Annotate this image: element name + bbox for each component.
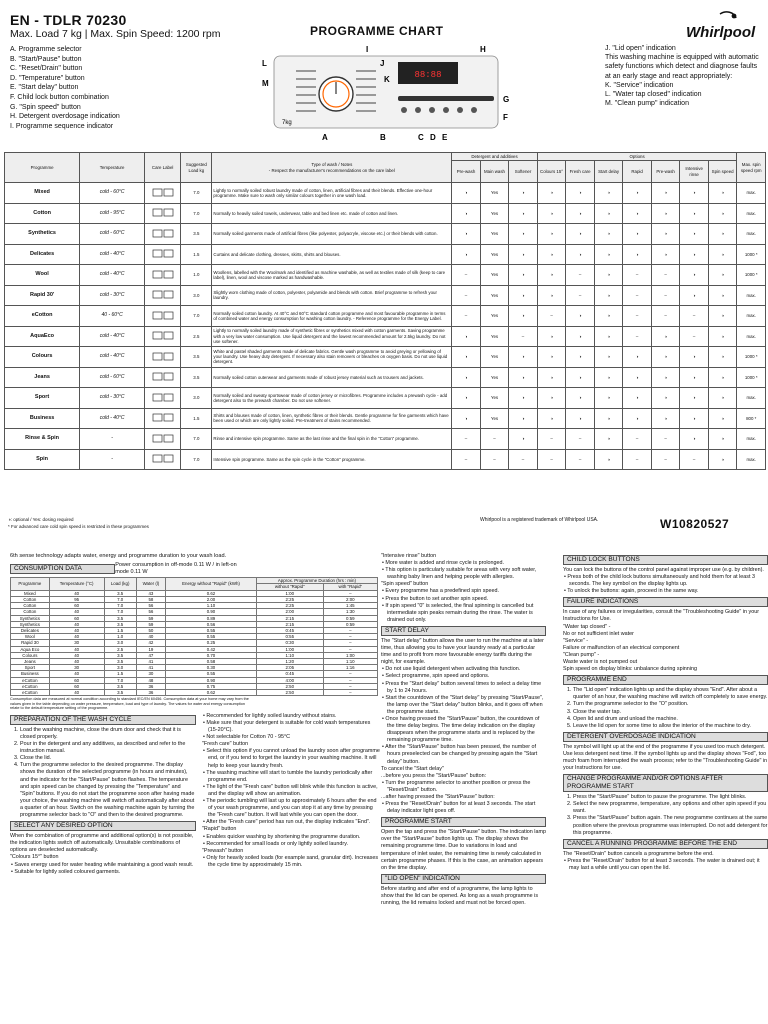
power-note: Power consumption in off-mode 0.11 W / in left-on mode 0.11 W [115,562,237,576]
programme-row: Sport cold - 30°C 3.0 Normally soiled and sweaty sportswear made of cotton jersey or microfibres. Programme includes a prewash cycle - add detergent also to the prewash chamber. Do not use softener. ◑ Yes ◑ ◑ ◑ ◑ ◑ ◑ ◑ ◑ max. [5,388,766,409]
svg-text:F: F [503,113,508,122]
legend-item: F. Child lock button combination [10,93,109,101]
consumption-row: Rapid 30 30 3.0 42 0.25 0:30 – [11,640,378,646]
legend-item: A. Programme selector [10,46,82,53]
care-label-icon [152,454,174,463]
overdosage-title: DETERGENT OVERDOSAGE INDICATION [563,732,768,742]
legend-item: G. "Spin speed" button [10,103,81,111]
programme-row: Spin - 7.0 Intensive spin programme. Same as the spin cycle in the "Cotton" programme. – – – – – ◑ – – – ◑ max. [5,449,766,470]
care-label-icon [152,352,174,361]
care-label-icon [152,229,174,238]
trademark-note: Whirlpool is a registered trademark of Whirlpool USA. [480,517,599,523]
indication-legend: J. "Lid open" indication This washing machine is equipped with automatic safety functions which detect and diagnose faults at an early stage and react appropriately: K. "Service" indication L. "Water tap closed" indication M. "Clean pump" indication [605,45,759,108]
display-digits: 88:88 [414,70,442,80]
programme-row: Delicates cold - 40°C 1.5 Curtains and delicate clothing, dresses, skirts, shirts and blouses. ◑ Yes ◑ ◑ ◑ ◑ ◑ ◑ ◑ ◑ 1000 * [5,244,766,265]
programme-table: Programme Temperature Care Label Suggested Load kg Type of wash / Notes - Respect the manufacturer's recommendations on the care label Detergent and additives Options Max. spin speed rpm Pre-wash Main wash Softener Colours 15° Fresh care Start delay Rapid Pre-wash Intensive rinse Spin speed Mixed cold - 60°C 7.0 Lightly to normally soiled robust laundry made of cotton, linen, artificial fibres and their blends. Effective one-hour programme. Make sure to wash only similar colours together in one wash load. ◑ Yes ◑ ◑ ◑ ◑ ◑ ◑ ◑ ◑ max. Cotton cold - 95°C 7.0 Normally to heavily soiled towels, underwear, table and bed linen etc. made of cotton and linen. ◑ Yes ◑ ◑ ◑ ◑ ◑ ◑ ◑ ◑ max. Synthetics cold - 60°C 3.5 Normally soiled garments made of artificial fibres (like polyester, polyacryle, viscose etc.) or their blends with cotton. ◑ Yes ◑ ◑ ◑ ◑ ◑ ◑ ◑ ◑ max. Delicates cold - 40°C 1.5 Curtains and delicate clothing, dresses, skirts, shirts and blouses. ◑ Yes ◑ ◑ ◑ ◑ ◑ ◑ ◑ ◑ 1000 * Wool cold - 40°C 1.0 Woollens, labelled with the Woolmark and identified as machine washable, as well as textiles made of silk (keep to care label), linen, wool and viscose marked as handwashable. – Yes ◑ ◑ – ◑ – – ◑ ◑ 1000 * Rapid 30' cold - 30°C 3.0 Slightly worn clothing made of cotton, polyester, polyamide and blends with cotton. Brief programme to refresh your laundry. – Yes ◑ ◑ – ◑ – – ◑ ◑ max. eCotton 40 - 60°C 7.0 Normally soiled cotton laundry. At 40°C and 60°C standard cotton programme and most favourable programme in terms of combined water and energy consumption for washing cotton laundry. - Reference programme for the Energy Label. – Yes ◑ – ◑ ◑ – – – ◑ max. AquaEco cold - 40°C 2.5 Lightly to normally soiled laundry made of synthetic fibres or synthetics mixed with cotton garments. Saving programme with a very low water consumption. Use liquid detergent and the lowest recommended amount for 2.5kg laundry. Do not use softener. ◑ Yes – ◑ ◑ ◑ – ◑ – ◑ max. Colours cold - 40°C 3.5 White and pastel shaded garments made of delicate fabrics. Gentle wash programme to avoid greying or yellowing of your laundry. Use heavy duty detergent. If necessary also stain removers or bleaches on oxygen basis. Do not use liquid detergent. ◑ Yes ◑ ◑ ◑ ◑ ◑ ◑ ◑ ◑ 1000 * Jeans cold - 60°C 3.5 Normally soiled cotton outerwear and garments made of robust jersey material such as trousers and jackets. ◑ Yes ◑ ◑ ◑ ◑ ◑ ◑ ◑ ◑ 1000 * Sport cold - 30°C 3.0 Normally soiled and sweaty sportswear made of cotton jersey or microfibres. Programme includes a prewash cycle - add detergent also to the prewash chamber. Do not use softener. ◑ Yes ◑ ◑ ◑ ◑ ◑ ◑ ◑ ◑ max. Business cold - 40°C 1.5 Shirts and blouses made of cotton, linen, synthetic fibres or their blends. Gentle programme for fine garments which have been used or which are only lightly soiled. Pre-treatment of stains recommended. ◑ Yes ◑ ◑ ◑ ◑ ◑ ◑ ◑ ◑ 800 * Rinse & Spin - 7.0 Rinse and intensive spin programme. Same as the last rinse and the final spin in the "Cotton" programme. – – ◑ – – ◑ – – ◑ ◑ max. Spin - 7.0 Intensive spin programme. Same as the spin cycle in the "Cotton" programme. – – – – – ◑ – – – ◑ max. [4,152,766,470]
care-label-icon [152,393,174,402]
svg-text:C: C [418,133,424,142]
consumption-row: Cotton 40 7.0 56 0.90 2:00 1:30 [11,609,378,615]
programme-row: Cotton cold - 95°C 7.0 Normally to heavily soiled towels, underwear, table and bed linen etc. made of cotton and linen. ◑ Yes ◑ ◑ ◑ ◑ ◑ ◑ ◑ ◑ max. [5,203,766,224]
left-column: 6th sense technology adapts water, energy and programme duration to your wash load. CONSUMPTION DATA Power consumption in off-mode 0.11 W / in left-on mode 0.11 W Programme Temperature (°C) Load (kg) Water (l) Energy without "Rapid" (kWh) Approx. Programme Duration (hrs : min) without "Rapid" with "Rapid" Mixed 40 3.5 43 0.62 1:00 – Cotton 95 7.0 58 2.00 2:25 2:00 Cotton 60 7.0 56 1.10 2:25 1:45 Cotton 40 7.0 56 0.90 2:00 1:30 Synthetics 60 3.5 59 0.89 2:15 0:59 Synthetics 40 3.5 59 0.56 2:15 0:59 Delicates 40 1.5 50 0.55 0:45 – Wool 40 1.0 40 0.55 0:55 – Rapid 30 30 3.0 42 0.25 0:30 – Aqua Eco 40 2.5 19 0.42 1:00 – Colours 40 3.5 47 0.70 1:10 1:00 Jeans 40 3.5 41 0.58 1:20 1:10 Sport 30 3.0 41 0.30 2:05 1:16 Business 40 1.5 30 0.55 0:45 – eCotton 60 7.0 48 0.90 4:00 – eCotton 60 3.5 36 0.75 2:50 – eCotton 40 3.5 36 0.62 2:50 – Consumption data are measured at normal condition according to standard IEC/EN 60456. Consumption data at your home may vary from the values given in the table depending on water pressure, temperature, load and type of laundry. The values for water and energy consumption relate to the default temperature setting of the programme. PREPARATION OF THE WASH CYCLE 1. Load the washing machine, close the drum door and check that it is closed properly. 2. Pour in the detergent and any additives, as described and refer to the instruction manual. 3. Close the lid. 4. Turn the programme selector to the desired programme. The display shows the duration of the selected programme (in hours and minutes), and the indicator for the "Start/Pause" button flashes. The temperature and spin speed can be changed by pressing the "Temperature" and "Spin" buttons. If you do not start the programme soon after having made your choice, the washing machine will switch off automatically after about a quarter of an hour. Switch on the washing machine again by turning the programme selector back to "O" and then to the desired programme. SELECT ANY DESIRED OPTION When the combination of programme and additional option(s) is not possible, the indication lights switch off automatically. Unsuitable combinations of options are deselected automatically. "Colours 15°" button • Saves energy used for water heating while maintaining a good wash result. • Suitable for lightly soiled coloured garments. • Recommended for lightly soiled laundry without stains. • Make sure that your detergent is suitable for cold wash temperatures (15-20°C). • Not selectable for Cotton 70 - 95°C "Fresh care" button • Select this option if you cannot unload the laundry soon after programme end, or if you tend to forget the laundry in your washing machine. It will help to keep your laundry fresh. • The washing machine will start to tumble the laundry periodically after programme end. • The light of the "Fresh care" button will blink while this function is active, and the display will show an animation. • The periodic tumbling will last up to approximately 6 hours after the end of your wash programme, and you can stop it at any time by pressing the "Fresh care" button. It will last while you can open the door. • After the "Fresh care" period has run out, the display indicates "End". "Rapid" button • Enables quicker washing by shortening the programme duration. • Recommended for small loads or only lightly soiled laundry. "Prewash" button • Only for heavily soiled loads (for example sand, granular dirt). Increases the cycle time by approximately 15 min. [10,553,250,876]
consumption-row: Sport 30 3.0 41 0.30 2:05 1:16 [11,665,378,671]
svg-text:E: E [442,133,448,142]
cancel-programme-title: CANCEL A RUNNING PROGRAMME BEFORE THE END [563,839,768,849]
svg-text:A: A [322,133,328,142]
programme-end-title: PROGRAMME END [563,675,768,685]
right-column: CHILD LOCK BUTTONS You can lock the buttons of the control panel against improper use (e.g. by children). • Press both of the child lock buttons simultaneously and hold them for at least 3 seconds. The key symbol on the display lights up. • To unlock the buttons: again, proceed in the same way. FAILURE INDICATIONS In case of any failures or irregularities, consult the "Troubleshooting Guide" in your Instructions for Use. "Water tap closed" - No or not sufficient inlet water "Service" - Failure or malfunction of an electrical component "Clean pump" - Waste water is not pumped out Spin speed on display blinks: unbalance during spinning PROGRAMME END 1. The "Lid open" indication lights up and the display shows "End". After about a quarter of an hour, the washing machine will switch off completely to save energy. 2. Turn the programme selector to the "O" position. 3. Close the water tap. 4. Open lid and drum and unload the machine. 5. Leave the lid open for some time to allow the interior of the machine to dry. DETERGENT OVERDOSAGE INDICATION The symbol will light up at the end of the programme if you used too much detergent. Use less detergent next time. If the symbol lights up and the display shows "Fod", too much foam from interrupted the wash process; refer to the "Troubleshooting Guide" in your Instructions for use. CHANGE PROGRAMME AND/OR OPTIONS AFTER PROGRAMME START 1. Press the "Start/Pause" button to pause the programme. The light blinks. 2. Select the new programme, temperature, any options and other spin speed if you want. 3. Press the "Start/Pause" button again. The new programme continues at the same position where the previous programme was interrupted. Do not add detergent for this programme. CANCEL A RUNNING PROGRAMME BEFORE THE END The "Reset/Drain" button cancels a programme before the end. • Press the "Reset/Drain" button for at least 3 seconds. The water is drained out; it may last a while until you can open the lid. [563,553,768,872]
legend-item: I. Programme sequence indicator [10,122,114,130]
programme-row: Colours cold - 40°C 3.5 White and pastel shaded garments made of delicate fabrics. Gentle wash programme to avoid greying or yellowing of your laundry. Use heavy duty detergent. If necessary also stain removers or bleaches on oxygen basis. Do not use liquid detergent. ◑ Yes ◑ ◑ ◑ ◑ ◑ ◑ ◑ ◑ 1000 * [5,347,766,368]
prep-steps: 1. Load the washing machine, close the drum door and check that it is closed properly. 2. Pour in the detergent and any additives, as described and refer to the instruction manual. 3. Close the lid. 4. Turn the programme selector to the desired programme. The display shows the duration of the selected programme (in hours and minutes), and the indicator for the "Start/Pause" button flashes. The temperature and spin speed can be changed by pressing the "Temperature" and "Spin" buttons. If you do not start the programme soon after having made your choice, the washing machine will switch off automatically after about a quarter of an hour. Switch on the washing machine again by turning the programme selector back to "O" and then to the desired programme. [10,727,196,819]
svg-text:H: H [480,45,486,54]
svg-text:G: G [503,95,510,104]
model-title: EN - TDLR 70230 [10,12,127,28]
care-label-icon [152,331,174,340]
legend-item: C. "Reset/Drain" button [10,65,83,73]
care-label-icon [152,249,174,258]
consumption-row: Jeans 40 3.5 41 0.58 1:20 1:10 [11,658,378,664]
prep-title: PREPARATION OF THE WASH CYCLE [10,715,196,725]
lid-open-title: "LID OPEN" INDICATION [381,874,546,884]
consumption-row: Cotton 95 7.0 58 2.00 2:25 2:00 [11,596,378,602]
programme-row: eCotton 40 - 60°C 7.0 Normally soiled cotton laundry. At 40°C and 60°C standard cotton programme and most favourable programme in terms of combined water and energy consumption for washing cotton laundry. - Reference programme for the Energy Label. – Yes ◑ – ◑ ◑ – – – ◑ max. [5,306,766,327]
child-lock-title: CHILD LOCK BUTTONS [563,555,768,565]
control-panel-diagram [258,44,514,144]
sensor-note: 6th sense technology adapts water, energy and programme duration to your wash load. [10,553,227,559]
failure-title: FAILURE INDICATIONS [563,597,768,607]
middle-column: "Intensive rinse" button • More water is added and rinse cycle is prolonged. • This option is particularly suitable for areas with very soft water, washing baby linen and helping people with allergies. "Spin speed" button • Every programme has a predefined spin speed. • Press the button to set another spin speed. • If spin speed "0" is selected, the final spinning is cancelled but intermediate spin peaks remain during the rinse. The water is drained out only. START DELAY The "Start delay" button allows the user to run the machine at a later time, thus allowing you to have your laundry ready at a particular time and to profit from more favourable energy tariffs during the night, for example. • Do not use liquid detergent when activating this function. • Select programme, spin speed and options. • Press the "Start delay" button several times to select a delay time by 1 to 24 hours. • Start the countdown of the "Start delay" by pressing "Start/Pause", the lamp over the "Start delay" button blinks, and it goes off when the programme starts. • Once having pressed the "Start/Pause" button, the countdown of the time delay begins. The time delay indication on the display disappears when the programme starts and is replaced by the remaining programme time. • After the "Start/Pause" button has been pressed, the number of hours preselected can be changed by pressing again the "Start delay" button. To cancel the "Start delay" ...before you press the "Start/Pause" button: • Turn the programme selector to another position or press the "Reset/Drain" button. ...after having pressed the "Start/Pause" button: • Press the "Reset/Drain" button for at least 3 seconds. The start delay indicator light goes off. PROGRAMME START Open the tap and press the "Start/Pause" button. The indication lamp over the "Start/Pause" button lights up. The display shows the remaining programme time. Due to variations in load and temperature of inlet water, the remaining time is newly calculated in certain programme phases. If this is the case, an animation appears on the time display. "LID OPEN" INDICATION Before starting and after end of a programme, the lamp lights to show that the lid can be opened. As long as a wash programme is running, the lid remains locked and must not be forced open. [381,553,546,907]
programme-row: Business cold - 40°C 1.5 Shirts and blouses made of cotton, linen, synthetic fibres or their blends. Gentle programme for fine garments which have been used or which are only lightly soiled. Pre-treatment of stains recommended. ◑ Yes ◑ ◑ ◑ ◑ ◑ ◑ ◑ ◑ 800 * [5,408,766,429]
document-number: W10820527 [660,517,730,531]
consumption-row: Synthetics 60 3.5 59 0.89 2:15 0:59 [11,615,378,621]
consumption-row: Synthetics 40 3.5 59 0.56 2:15 0:59 [11,621,378,627]
care-label-icon [152,270,174,279]
consumption-row: Cotton 60 7.0 56 1.10 2:25 1:45 [11,603,378,609]
change-programme-title: CHANGE PROGRAMME AND/OR OPTIONS AFTER PROGRAMME START [563,774,768,792]
care-label-icon [152,372,174,381]
care-label-icon [152,311,174,320]
consumption-row: eCotton 60 3.5 36 0.75 2:50 – [11,683,378,689]
consumption-row: Wool 40 1.0 40 0.55 0:55 – [11,634,378,640]
model-specs: Max. Load 7 kg | Max. Spin Speed: 1200 rpm [10,28,221,40]
consumption-row: Aqua Eco 40 2.5 19 0.42 1:00 – [11,646,378,652]
consumption-notes: Consumption data are measured at normal condition according to standard IEC/EN 60456. Consumption data at your home may vary from the values given in the table depending on water pressure, temperature, load and type of laundry. The values for water and energy consumption relate to the default temperature setting of the programme. [10,697,249,711]
table-footnotes: ◑: optional / Yes: dosing required * For advanced care cold spin speed is restricted in these programmes [8,517,149,529]
care-label-icon [152,188,174,197]
programme-chart-title: PROGRAMME CHART [310,24,444,38]
programme-row: Wool cold - 40°C 1.0 Woollens, labelled with the Woolmark and identified as machine washable, as well as textiles made of silk (keep to care label), linen, wool and viscose marked as handwashable. – Yes ◑ ◑ – ◑ – – ◑ ◑ 1000 * [5,265,766,286]
programme-row: Rapid 30' cold - 30°C 3.0 Slightly worn clothing made of cotton, polyester, polyamide and blends with cotton. Brief programme to refresh your laundry. – Yes ◑ ◑ – ◑ – – ◑ ◑ max. [5,285,766,306]
legend-item: D. "Temperature" button [10,74,85,82]
programme-row: Mixed cold - 60°C 7.0 Lightly to normally soiled robust laundry made of cotton, linen, artificial fibres and their blends. Effective one-hour programme. Make sure to wash only similar colours together in one wash load. ◑ Yes ◑ ◑ ◑ ◑ ◑ ◑ ◑ ◑ max. [5,183,766,204]
whirlpool-logo [680,10,764,44]
programme-row: Rinse & Spin - 7.0 Rinse and intensive spin programme. Same as the last rinse and the final spin in the "Cotton" programme. – – ◑ – – ◑ – – ◑ ◑ max. [5,429,766,450]
consumption-table: Programme Temperature (°C) Load (kg) Water (l) Energy without "Rapid" (kWh) Approx. Programme Duration (hrs : min) without "Rapid" with "Rapid" Mixed 40 3.5 43 0.62 1:00 – Cotton 95 7.0 58 2.00 2:25 2:00 Cotton 60 7.0 56 1.10 2:25 1:45 Cotton 40 7.0 56 0.90 2:00 1:30 Synthetics 60 3.5 59 0.89 2:15 0:59 Synthetics 40 3.5 59 0.56 2:15 0:59 Delicates 40 1.5 50 0.55 0:45 – Wool 40 1.0 40 0.55 0:55 – Rapid 30 30 3.0 42 0.25 0:30 – Aqua Eco 40 2.5 19 0.42 1:00 – Colours 40 3.5 47 0.70 1:10 1:00 Jeans 40 3.5 41 0.58 1:20 1:10 Sport 30 3.0 41 0.30 2:05 1:16 Business 40 1.5 30 0.55 0:45 – eCotton 60 7.0 48 0.90 4:00 – eCotton 60 3.5 36 0.75 2:50 – eCotton 40 3.5 36 0.62 2:50 – [10,577,378,696]
panel-kg: 7kg [282,120,292,126]
consumption-row: eCotton 60 7.0 48 0.90 4:00 – [11,677,378,683]
care-label-icon [152,413,174,422]
svg-text:K: K [384,75,390,84]
programme-row: AquaEco cold - 40°C 2.5 Lightly to normally soiled laundry made of synthetic fibres or synthetics mixed with cotton garments. Saving programme with a very low water consumption. Use liquid detergent and the lowest recommended amount for 2.5kg laundry. Do not use softener. ◑ Yes – ◑ ◑ ◑ – ◑ – ◑ max. [5,326,766,347]
start-delay-title: START DELAY [381,626,546,636]
consumption-title: CONSUMPTION DATA [10,564,115,574]
control-legend [10,45,245,131]
svg-text:L: L [262,59,267,68]
care-label-icon [152,290,174,299]
care-label-icon [152,434,174,443]
legend-item: E. "Start delay" button [10,84,79,92]
svg-text:D: D [430,133,436,142]
consumption-row: Colours 40 3.5 47 0.70 1:10 1:00 [11,652,378,658]
consumption-row: Business 40 1.5 30 0.55 0:45 – [11,671,378,677]
programme-row: Jeans cold - 60°C 3.5 Normally soiled cotton outerwear and garments made of robust jersey material such as trousers and jackets. ◑ Yes ◑ ◑ ◑ ◑ ◑ ◑ ◑ ◑ 1000 * [5,367,766,388]
legend-item: H. Detergent overdosage indication [10,113,120,121]
programme-row: Synthetics cold - 60°C 3.5 Normally soiled garments made of artificial fibres (like polyester, polyacryle, viscose etc.) or their blends with cotton. ◑ Yes ◑ ◑ ◑ ◑ ◑ ◑ ◑ ◑ max. [5,224,766,245]
svg-text:I: I [366,45,369,54]
programme-start-title: PROGRAMME START [381,817,546,827]
consumption-row: Mixed 40 3.5 43 0.62 1:00 – [11,590,378,596]
svg-text:J: J [380,59,385,68]
consumption-row: eCotton 40 3.5 36 0.62 2:50 – [11,689,378,695]
consumption-row: Delicates 40 1.5 50 0.55 0:45 – [11,627,378,633]
svg-text:B: B [380,133,386,142]
select-title: SELECT ANY DESIRED OPTION [10,821,196,831]
legend-item: B. "Start/Pause" button [10,55,82,63]
brand-name: Whirlpool [686,24,756,41]
svg-text:M: M [262,79,269,88]
care-label-icon [152,208,174,217]
